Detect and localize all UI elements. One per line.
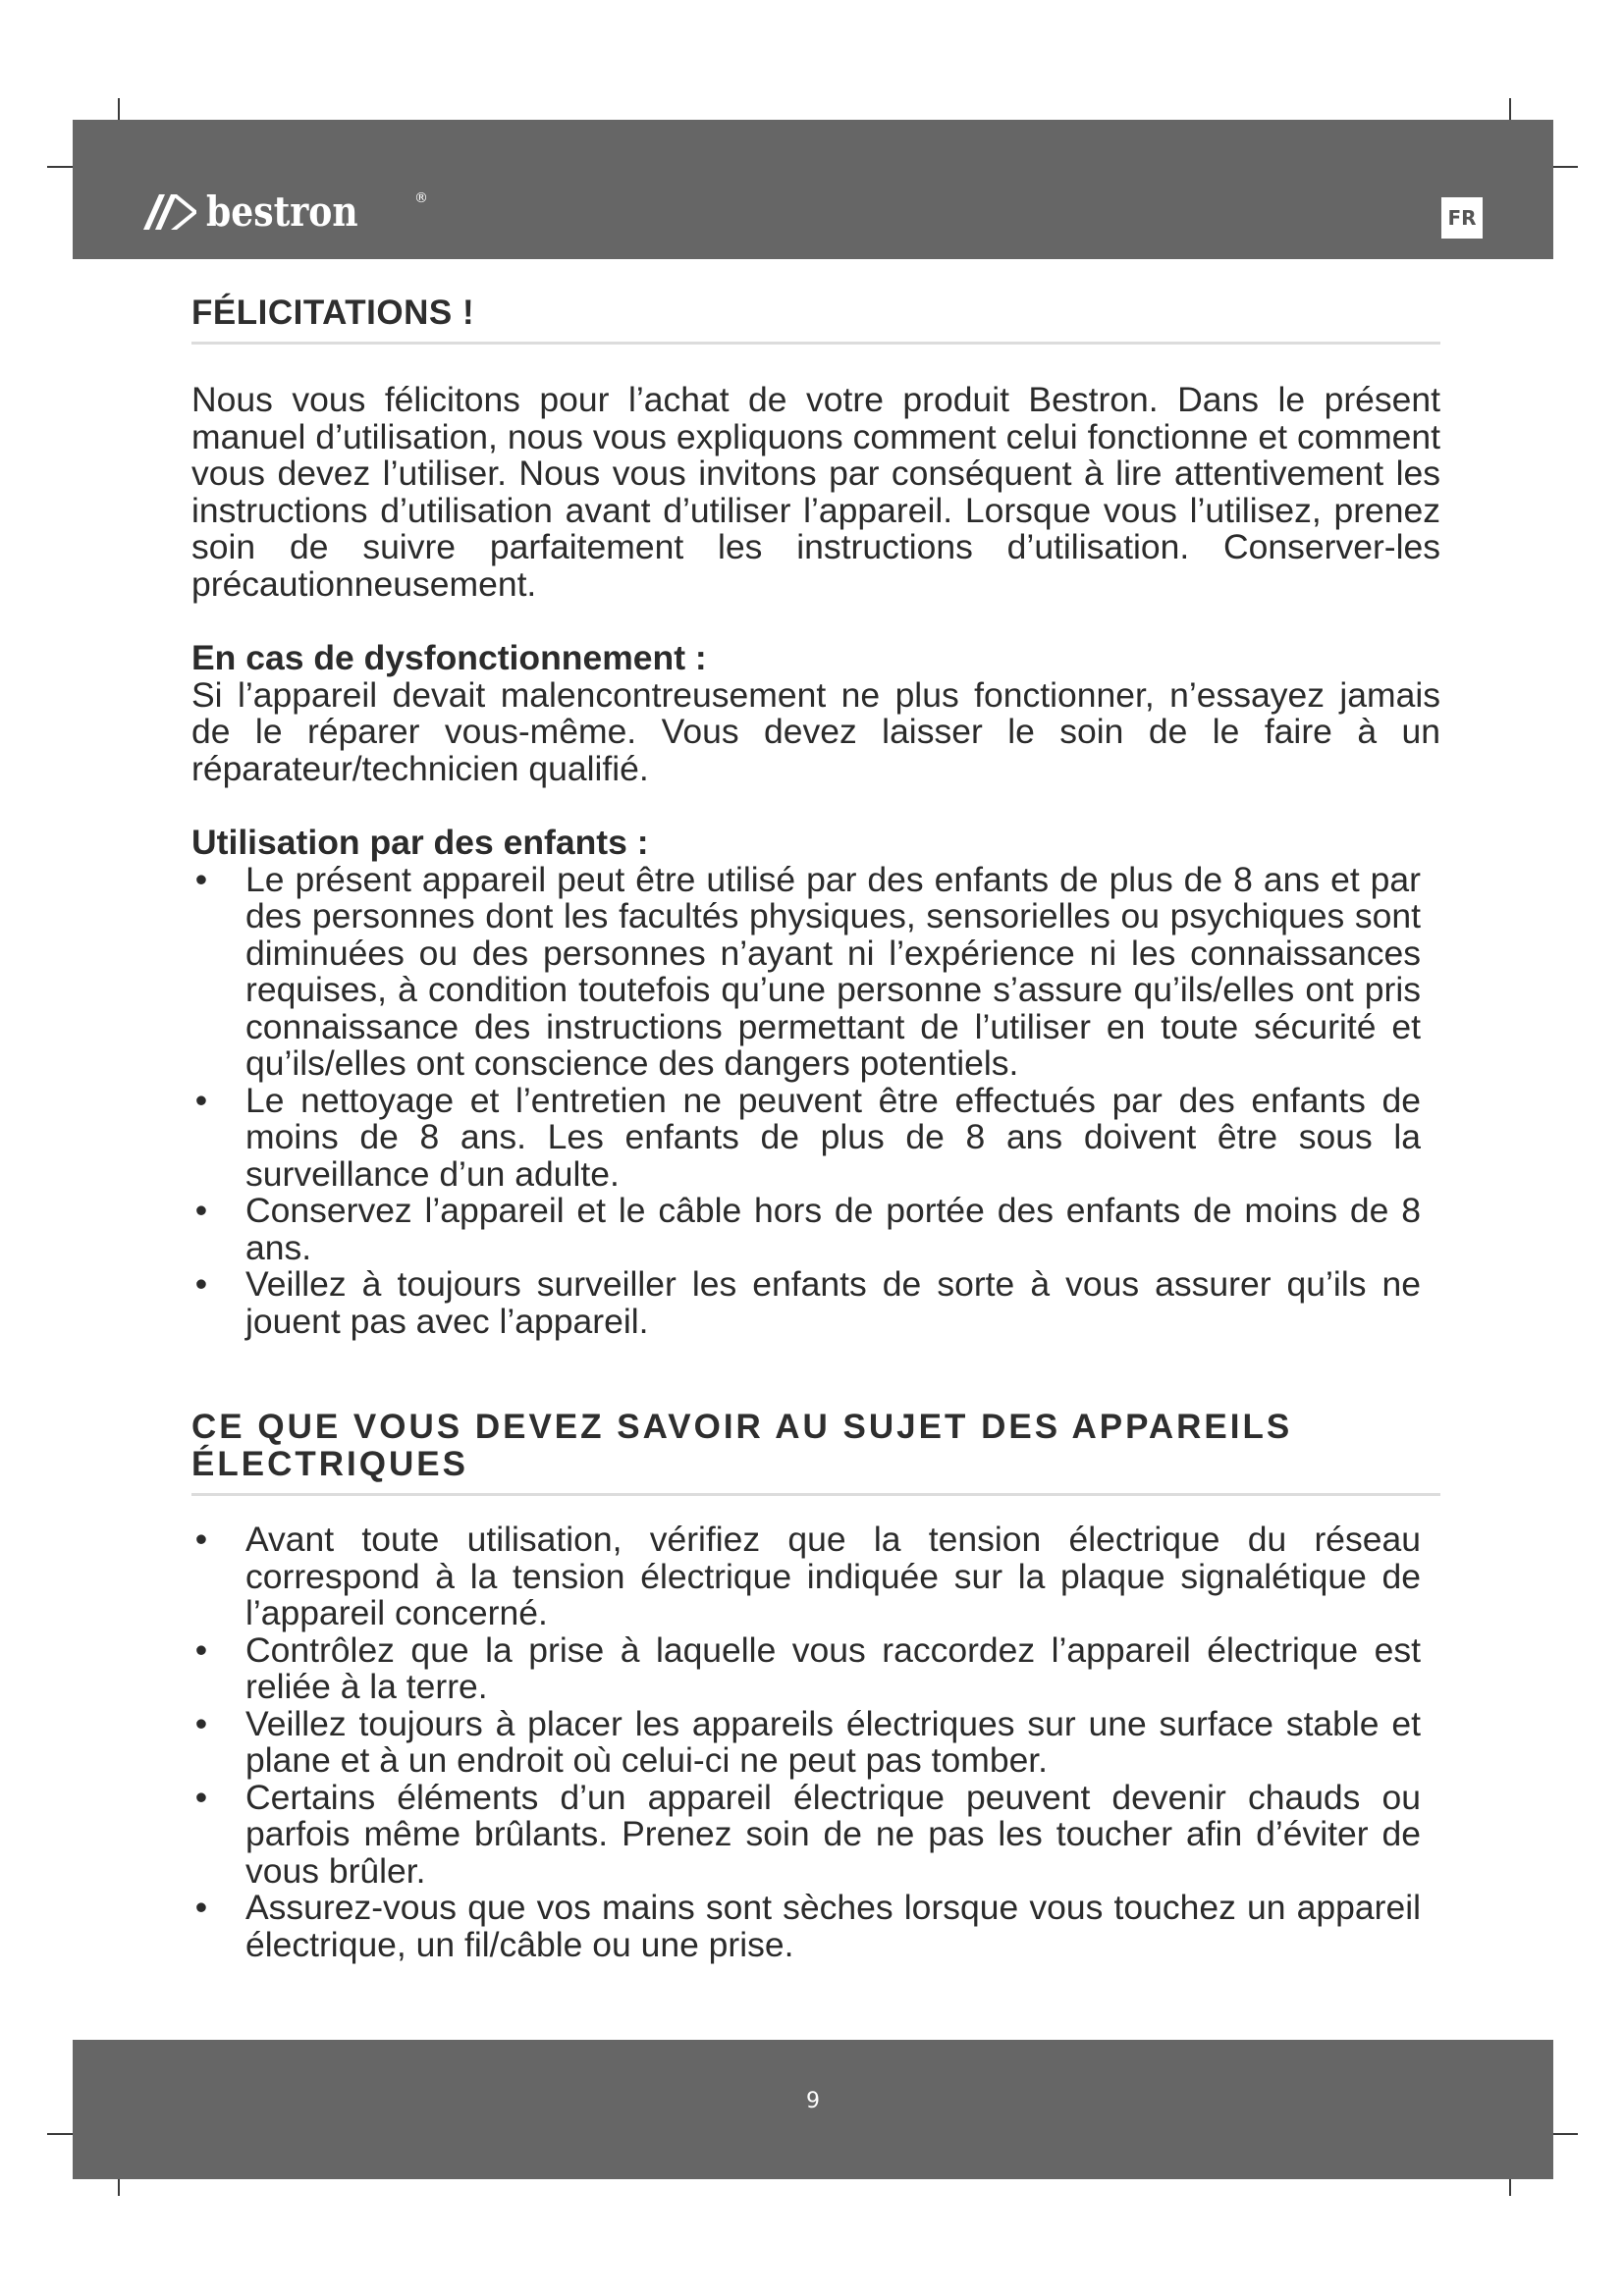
page-number: 9 bbox=[806, 2089, 820, 2113]
section-title-congratulations: FÉLICITATIONS ! bbox=[191, 294, 1440, 345]
main-content bbox=[191, 294, 1440, 1963]
list-item: • Certains éléments d’un appareil électrique peuvent devenir chauds ou parfois même brûlants. Prenez soin de ne pas les toucher afin d’éviter de vous brûler. bbox=[191, 1780, 1440, 1891]
list-item: • Le présent appareil peut être utilisé par des enfants de plus de 8 ans et par des personnes dont les facultés physiques, sensorielles ou psychiques sont diminuées ou des personnes n’ayant ni l’expérience ni les connaissances requises, à condition toutefois qu’une personne s’assure qu’ils/elles ont pris connaissance des instructions permettant de l’utiliser en toute sécurité et qu’ils/elles ont conscience des dangers potentiels. bbox=[191, 862, 1440, 1083]
children-heading: Utilisation par des enfants : bbox=[191, 823, 649, 862]
language-badge: FR bbox=[1441, 197, 1483, 239]
electrical-bullet-list bbox=[191, 1522, 1440, 1963]
children-bullet-list bbox=[191, 859, 1440, 1341]
section-title-electrical: CE QUE VOUS DEVEZ SAVOIR AU SUJET DES APPAREILS ÉLECTRIQUES bbox=[191, 1409, 1440, 1496]
chevron-logo-icon bbox=[141, 192, 196, 232]
list-item: • Veillez à toujours surveiller les enfants de sorte à vous assurer qu’ils ne jouent pas avec l’appareil. bbox=[191, 1266, 1440, 1340]
list-item: • Veillez toujours à placer les appareils électriques sur une surface stable et plane et à un endroit où celui-ci ne peut pas tomber. bbox=[191, 1706, 1440, 1780]
list-item: • Contrôlez que la prise à laquelle vous raccordez l’appareil électrique est reliée à la terre. bbox=[191, 1632, 1440, 1706]
footer-band bbox=[73, 2040, 1553, 2179]
list-item: • Le nettoyage et l’entretien ne peuvent être effectués par des enfants de moins de 8 ans. Les enfants de plus de 8 ans doivent être sous la surveillance d’un adulte. bbox=[191, 1083, 1440, 1194]
brand-logo bbox=[141, 187, 428, 236]
malfunction-heading: En cas de dysfonctionnement : bbox=[191, 638, 707, 677]
intro-paragraph: Nous vous félicitons pour l’achat de votre produit Bestron. Dans le présent manuel d’utilisation, nous vous expliquons comment celui fonctionne et comment vous devez l’utiliser. Nous vous invitons par conséquent à lire attentivement les instructions d’utilisation avant d’utiliser l’appareil. Lorsque vous l’utilisez, prenez soin de suivre parfaitement les instructions d’utilisation. Conserver-les précautionneusement. bbox=[191, 380, 1440, 604]
list-item: • Avant toute utilisation, vérifiez que la tension électrique du réseau correspond à la tension électrique indiquée sur la plaque signalétique de l’appareil concerné. bbox=[191, 1522, 1440, 1632]
header-band bbox=[73, 120, 1553, 259]
registered-mark: ® bbox=[414, 190, 428, 206]
list-item: • Assurez-vous que vos mains sont sèches lorsque vous touchez un appareil électrique, un fil/câble ou une prise. bbox=[191, 1890, 1440, 1963]
brand-name: bestron bbox=[206, 187, 358, 236]
list-item: • Conservez l’appareil et le câble hors de portée des enfants de moins de 8 ans. bbox=[191, 1193, 1440, 1266]
malfunction-paragraph: Si l’appareil devait malencontreusement ne plus fonctionner, n’essayez jamais de le réparer vous-même. Vous devez laisser le soin de le faire à un réparateur/technicien qualifié. bbox=[191, 674, 1440, 788]
